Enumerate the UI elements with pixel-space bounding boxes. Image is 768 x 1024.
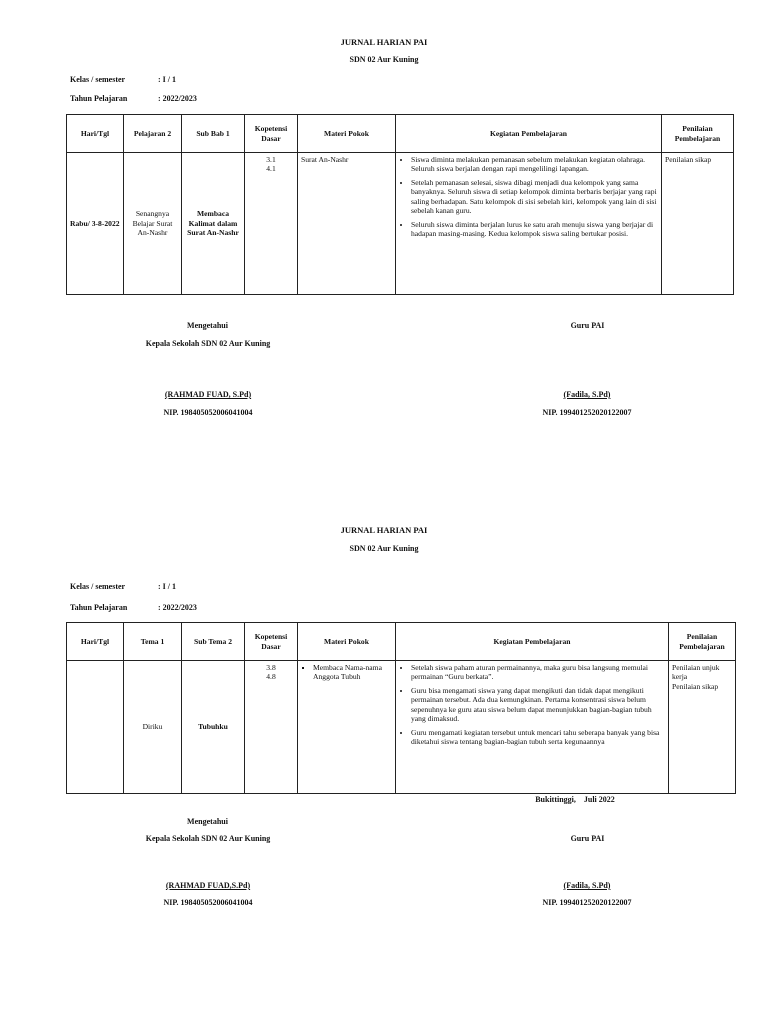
cell-penilaian	[669, 661, 736, 794]
kelas-value: : I / 1	[158, 582, 176, 591]
document-title: JURNAL HARIAN PAI	[340, 37, 428, 47]
right-signatory-nip: NIP. 199401252020122007	[542, 898, 632, 907]
kegiatan-item: • Setelah siswa paham aturan permainannya, maka guru bisa langsung memulai permainan “Guru berkata”.	[411, 663, 665, 682]
kelas-value: : I / 1	[158, 75, 176, 84]
left-signatory-nip: NIP. 198405052006041004	[163, 898, 253, 907]
school-name: SDN 02 Aur Kuning	[349, 55, 419, 64]
cell-kegiatan	[396, 661, 669, 794]
tahun-row	[70, 603, 197, 612]
left-role-kepsek: Kepala Sekolah SDN 02 Aur Kuning	[145, 834, 271, 843]
document-title: JURNAL HARIAN PAI	[340, 525, 428, 535]
header-kegiatan: Kegiatan Pembelajaran	[396, 115, 662, 153]
header-pelajaran: Pelajaran 2	[124, 115, 182, 153]
cell-materi: Surat An-Nashr	[298, 153, 396, 295]
header-materi: Materi Pokok	[298, 623, 396, 661]
school-name: SDN 02 Aur Kuning	[349, 544, 419, 553]
header-materi: Materi Pokok	[298, 115, 396, 153]
cell-hari	[67, 661, 124, 794]
left-role-kepsek: Kepala Sekolah SDN 02 Aur Kuning	[145, 339, 271, 348]
cell-subtema: Tubuhku	[182, 661, 245, 794]
table-row	[67, 153, 734, 295]
left-role-mengetahui: Mengetahui	[187, 321, 228, 330]
header-kd: Kopetensi Dasar	[245, 115, 298, 153]
cell-hari: Rabu/ 3-8-2022	[67, 153, 124, 295]
place-date: Bukittinggi, Juli 2022	[535, 795, 615, 804]
kelas-label: Kelas / semester	[70, 582, 126, 591]
table-row	[67, 661, 736, 794]
header-subtema: Sub Tema 2	[182, 623, 245, 661]
tahun-value: : 2022/2023	[158, 94, 197, 103]
right-signatory-nip: NIP. 199401252020122007	[542, 408, 632, 417]
journal-table	[66, 114, 734, 295]
right-signatory-name: (Fadila, S.Pd)	[563, 881, 611, 890]
cell-pelajaran: Senangnya Belajar Surat An-Nashr	[124, 153, 182, 295]
left-signatory-name: (RAHMAD FUAD,S.Pd)	[165, 881, 251, 890]
cell-subbab: Membaca Kalimat dalam Surat An-Nashr	[182, 153, 245, 295]
header-penilaian: Penilaian Pembelajaran	[662, 115, 734, 153]
right-role-guru: Guru PAI	[570, 834, 605, 843]
penilaian-item: Penilaian sikap	[672, 681, 719, 691]
left-role-mengetahui: Mengetahui	[187, 817, 228, 826]
kelas-row	[70, 75, 176, 84]
table-header-row	[67, 623, 736, 661]
cell-penilaian	[662, 153, 734, 295]
header-penilaian: Penilaian Pembelajaran	[669, 623, 736, 661]
tahun-row	[70, 94, 197, 103]
kd-item: 3.8	[266, 663, 276, 672]
right-signatory-name: (Fadila, S.Pd)	[563, 390, 611, 399]
header-kegiatan: Kegiatan Pembelajaran	[396, 623, 669, 661]
cell-materi	[298, 661, 396, 794]
kegiatan-item: • Guru bisa mengamati siswa yang dapat mengikuti dan tidak dapat mengikuti permainan tersebut. Ada dua kemungkinan. Pertama konsentrasi siswa belum sepenuhnya ke guru atau siswa belum dapat menunjukkan bagian-bagian tubuh yang dimaksud.	[411, 686, 665, 724]
right-role-guru: Guru PAI	[570, 321, 605, 330]
header-subbab: Sub Bab 1	[182, 115, 245, 153]
header-kd: Kopetensi Dasar	[245, 623, 298, 661]
materi-item: ▪ Membaca Nama-nama Anggota Tubuh	[313, 663, 392, 682]
kd-item: 4.8	[266, 672, 276, 682]
kd-item: 3.1	[266, 155, 276, 164]
cell-kd	[245, 661, 298, 794]
table-header-row	[67, 115, 734, 153]
cell-kegiatan	[396, 153, 662, 295]
kegiatan-item: • Seluruh siswa diminta berjalan lurus ke satu arah menuju siswa yang berjajar di hadapan masing-masing. Kedua kelompok siswa saling bertukar posisi.	[411, 220, 658, 239]
kd-item: 4.1	[266, 164, 276, 174]
header-tema: Tema 1	[124, 623, 182, 661]
tahun-value: : 2022/2023	[158, 603, 197, 612]
header-hari: Hari/Tgl	[67, 115, 124, 153]
kelas-row	[70, 582, 176, 591]
cell-tema: Diriku	[124, 661, 182, 794]
left-signatory-nip: NIP. 198405052006041004	[163, 408, 253, 417]
tahun-label: Tahun Pelajaran	[70, 603, 128, 612]
penilaian-item: Penilaian unjuk kerja	[672, 663, 720, 682]
tahun-label: Tahun Pelajaran	[70, 94, 128, 103]
left-signatory-name: (RAHMAD FUAD, S.Pd)	[164, 390, 252, 399]
penilaian-item: Penilaian sikap	[665, 155, 712, 164]
kegiatan-item: • Setelah pemanasan selesai, siswa dibagi menjadi dua kelompok yang sama banyaknya. Seluruh siswa di setiap kelompok diminta berbaris berjajar yang rapi saling berhadapan. Satu kelompok di sisi sebelah kiri, kelompok yang lain di sisi sebelah kanan guru.	[411, 178, 658, 216]
header-hari: Hari/Tgl	[67, 623, 124, 661]
kelas-label: Kelas / semester	[70, 75, 126, 84]
journal-table	[66, 622, 736, 794]
cell-kd	[245, 153, 298, 295]
kegiatan-item: • Guru mengamati kegiatan tersebut untuk mencari tahu seberapa banyak yang bisa diketahui siswa tentang bagian-bagian tubuh serta kegunaannya	[411, 728, 665, 747]
kegiatan-item: • Siswa diminta melakukan pemanasan sebelum melakukan kegiatan olahraga. Seluruh siswa berjalan dengan rapi mengelilingi lapangan.	[411, 155, 658, 174]
